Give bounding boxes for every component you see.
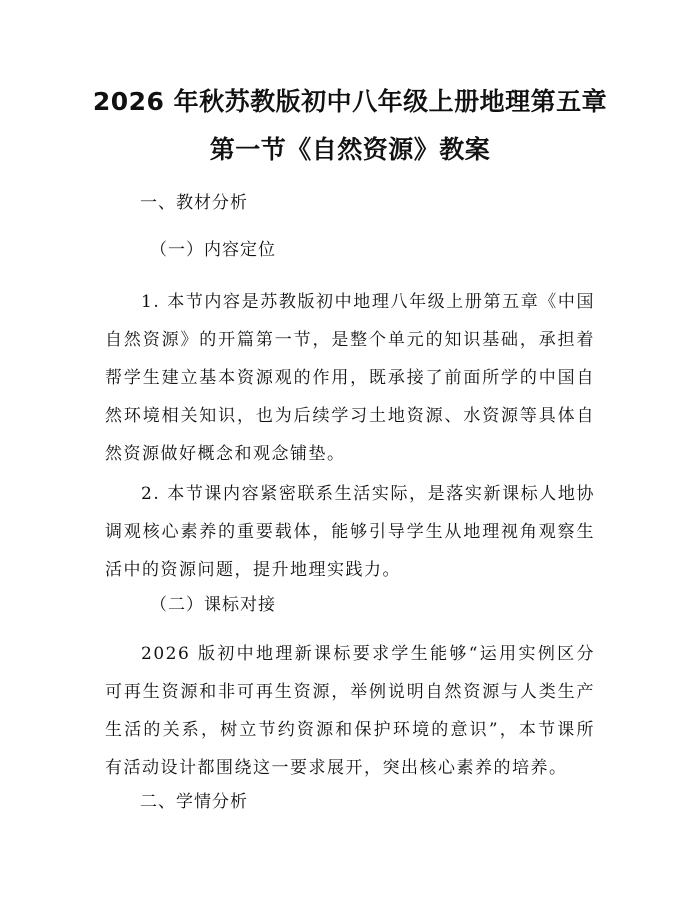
subsection-heading-content-positioning: （一）内容定位 <box>150 240 276 260</box>
paragraph-content-positioning-1: 1. 本节内容是苏教版初中地理八年级上册第五章《中国自然资源》的开篇第一节，是整个单元的知识基础，承担着帮学生建立基本资源观的作用，既承接了前面所学的中国自然环境相关知识，也为后续学习土地资源、水资源等具体自然资源做好概念和观念铺垫。 <box>105 292 595 464</box>
section-heading-learner-analysis: 二、学情分析 <box>140 792 248 812</box>
document-title-line-2: 第一节《自然资源》教案 <box>209 135 491 164</box>
paragraph-content-positioning-2: 2. 本节课内容紧密联系生活实际，是落实新课标人地协调观核心素养的重要载体，能够引导学生从地理视角观察生活中的资源问题，提升地理实践力。 <box>105 484 595 580</box>
section-heading-textbook-analysis: 一、教材分析 <box>140 193 248 213</box>
paragraph-curriculum-alignment: 2026 版初中地理新课标要求学生能够“运用实例区分可再生资源和非可再生资源，举例说明自然资源与人类生产生活的关系，树立节约资源和保护环境的意识”，本节课所有活动设计都围绕这一要求展开，突出核心素养的培养。 <box>105 644 595 778</box>
subsection-heading-curriculum-alignment: （二）课标对接 <box>150 595 276 615</box>
document-title-line-1: 2026 年秋苏教版初中八年级上册地理第五章 <box>92 87 608 116</box>
